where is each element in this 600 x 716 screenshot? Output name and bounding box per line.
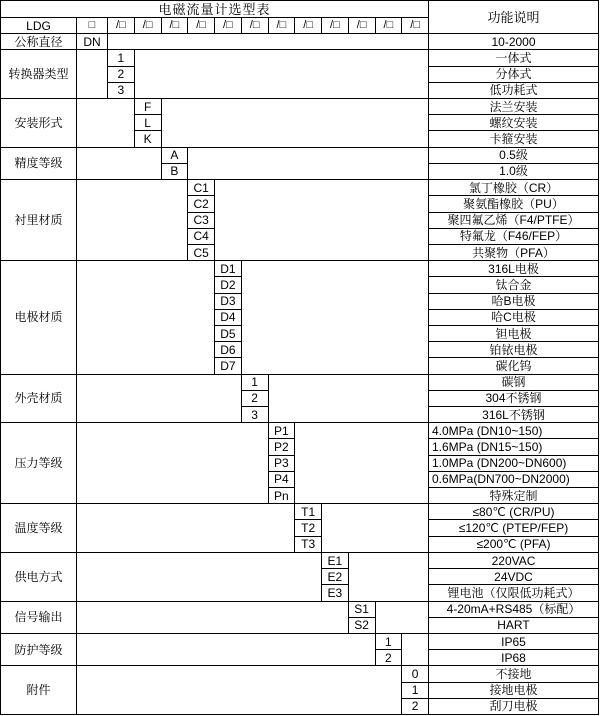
option-desc-signal-output-S1: 4-20mA+RS485（标配） — [429, 602, 599, 618]
option-desc-accessories-0: 不接地 — [429, 666, 599, 682]
option-desc-installation-type-K: 卡箍安装 — [429, 131, 599, 147]
spacer-cell — [77, 148, 162, 180]
spacer-cell — [349, 553, 429, 602]
option-code-lining-material-C3: C3 — [188, 213, 215, 229]
option-desc-protection-rating-2: IP68 — [429, 650, 599, 666]
option-desc-electrode-material-D6: 铂铱电极 — [429, 342, 599, 358]
option-desc-accessories-1: 接地电极 — [429, 683, 599, 699]
option-desc-power-supply-E1: 220VAC — [429, 553, 599, 569]
option-code-signal-output-S1: S1 — [349, 602, 376, 618]
option-code-lining-material-C1: C1 — [188, 180, 215, 196]
option-code-accuracy-grade-B: B — [162, 164, 189, 180]
option-desc-protection-rating-1: IP65 — [429, 634, 599, 650]
spacer-cell — [77, 504, 295, 553]
option-code-converter-type-3: 3 — [108, 83, 135, 99]
option-code-electrode-material-D7: D7 — [215, 358, 242, 374]
model-code-slot: /□ — [402, 18, 429, 34]
option-code-accessories-0: 0 — [402, 666, 429, 682]
option-code-accuracy-grade-A: A — [162, 148, 189, 164]
model-code-slot: /□ — [135, 18, 162, 34]
model-code-box: □ — [77, 18, 108, 34]
option-desc-temperature-rating-T2: ≤120℃ (PTEP/FEP) — [429, 520, 599, 536]
option-desc-accessories-2: 刮刀电极 — [429, 699, 599, 715]
model-code-slot: /□ — [269, 18, 296, 34]
option-code-pressure-rating-P3: P3 — [269, 456, 296, 472]
group-label-signal-output: 信号输出 — [1, 602, 77, 634]
group-label-power-supply: 供电方式 — [1, 553, 77, 602]
option-code-temperature-rating-T2: T2 — [295, 520, 322, 536]
option-code-power-supply-E2: E2 — [322, 569, 349, 585]
option-code-electrode-material-D3: D3 — [215, 294, 242, 310]
spacer-cell — [188, 148, 429, 180]
model-code-slot: /□ — [295, 18, 322, 34]
model-code-slot: /□ — [215, 18, 242, 34]
group-label-accessories: 附件 — [1, 666, 77, 715]
group-label-temperature-rating: 温度等级 — [1, 504, 77, 553]
spacer-cell — [376, 602, 430, 634]
spacer-cell — [215, 180, 429, 261]
option-code-lining-material-C5: C5 — [188, 245, 215, 261]
option-code-temperature-rating-T3: T3 — [295, 537, 322, 553]
option-desc-installation-type-F: 法兰安装 — [429, 99, 599, 115]
spacer-cell — [269, 375, 430, 424]
option-code-electrode-material-D2: D2 — [215, 277, 242, 293]
option-code-installation-type-K: K — [135, 131, 162, 147]
spacer-cell — [77, 602, 349, 634]
spacer-cell — [77, 375, 242, 424]
dn-desc: 10-2000 — [429, 34, 599, 50]
spacer-cell — [77, 261, 215, 374]
table-title: 电磁流量计选型表 — [1, 1, 429, 18]
option-desc-pressure-rating-P3: 1.0MPa (DN200~DN600) — [429, 456, 599, 472]
option-code-converter-type-1: 1 — [108, 50, 135, 66]
model-code-slot: /□ — [242, 18, 269, 34]
option-desc-lining-material-C2: 聚氨酯橡胶（PU） — [429, 196, 599, 212]
option-code-power-supply-E1: E1 — [322, 553, 349, 569]
option-code-protection-rating-1: 1 — [376, 634, 403, 650]
model-code-slot: /□ — [188, 18, 215, 34]
option-desc-electrode-material-D2: 钛合金 — [429, 277, 599, 293]
option-desc-housing-material-2: 304不锈钢 — [429, 391, 599, 407]
option-code-pressure-rating-P4: P4 — [269, 472, 296, 488]
option-desc-temperature-rating-T1: ≤80℃ (CR/PU) — [429, 504, 599, 520]
option-code-lining-material-C2: C2 — [188, 196, 215, 212]
option-desc-lining-material-C3: 聚四氟乙烯（F4/PTFE） — [429, 213, 599, 229]
spacer-cell — [295, 423, 429, 504]
function-column-header: 功能说明 — [429, 1, 599, 34]
option-code-installation-type-F: F — [135, 99, 162, 115]
spacer-cell — [77, 634, 376, 666]
option-desc-temperature-rating-T3: ≤200℃ (PFA) — [429, 537, 599, 553]
option-code-signal-output-S2: S2 — [349, 618, 376, 634]
model-code-slot: /□ — [162, 18, 189, 34]
option-code-pressure-rating-P2: P2 — [269, 439, 296, 455]
group-label-lining-material: 衬里材质 — [1, 180, 77, 261]
option-desc-installation-type-L: 螺纹安装 — [429, 115, 599, 131]
group-label-pressure-rating: 压力等级 — [1, 423, 77, 504]
option-desc-accuracy-grade-A: 0.5级 — [429, 148, 599, 164]
option-desc-housing-material-3: 316L不锈钢 — [429, 407, 599, 423]
model-code-slot: /□ — [349, 18, 376, 34]
spacer-cell — [77, 180, 188, 261]
option-desc-electrode-material-D1: 316L电极 — [429, 261, 599, 277]
option-code-housing-material-3: 3 — [242, 407, 269, 423]
option-code-power-supply-E3: E3 — [322, 585, 349, 601]
model-code-slot: /□ — [376, 18, 403, 34]
option-code-installation-type-L: L — [135, 115, 162, 131]
group-label-protection-rating: 防护等级 — [1, 634, 77, 666]
option-code-housing-material-2: 2 — [242, 391, 269, 407]
group-label-housing-material: 外壳材质 — [1, 375, 77, 424]
model-code-slot: /□ — [108, 18, 135, 34]
group-label-converter-type: 转换器类型 — [1, 50, 77, 99]
option-desc-converter-type-1: 一体式 — [429, 50, 599, 66]
option-desc-electrode-material-D3: 哈B电极 — [429, 294, 599, 310]
option-desc-lining-material-C4: 特氟龙（F46/FEP） — [429, 229, 599, 245]
option-code-lining-material-C4: C4 — [188, 229, 215, 245]
dn-row-label: 公称直径 — [1, 34, 77, 50]
spacer-cell — [322, 504, 429, 553]
dn-code: DN — [77, 34, 108, 50]
spacer-cell — [108, 34, 429, 50]
option-code-housing-material-1: 1 — [242, 375, 269, 391]
option-code-pressure-rating-Pn: Pn — [269, 488, 296, 504]
spacer-cell — [135, 50, 429, 99]
spacer-cell — [162, 99, 430, 148]
option-code-temperature-rating-T1: T1 — [295, 504, 322, 520]
option-code-converter-type-2: 2 — [108, 67, 135, 83]
option-desc-electrode-material-D7: 碳化钨 — [429, 358, 599, 374]
spacer-cell — [77, 50, 108, 99]
option-desc-pressure-rating-Pn: 特殊定制 — [429, 488, 599, 504]
option-desc-electrode-material-D5: 钽电极 — [429, 326, 599, 342]
group-label-electrode-material: 电极材质 — [1, 261, 77, 374]
option-desc-pressure-rating-P2: 1.6MPa (DN15~150) — [429, 439, 599, 455]
option-code-accessories-1: 1 — [402, 683, 429, 699]
option-desc-converter-type-2: 分体式 — [429, 67, 599, 83]
option-code-electrode-material-D6: D6 — [215, 342, 242, 358]
option-desc-accuracy-grade-B: 1.0级 — [429, 164, 599, 180]
option-code-electrode-material-D5: D5 — [215, 326, 242, 342]
option-desc-pressure-rating-P4: 0.6MPa(DN700~DN2000) — [429, 472, 599, 488]
option-desc-lining-material-C1: 氯丁橡胶（CR） — [429, 180, 599, 196]
spacer-cell — [77, 553, 322, 602]
group-label-accuracy-grade: 精度等级 — [1, 148, 77, 180]
option-desc-signal-output-S2: HART — [429, 618, 599, 634]
spacer-cell — [77, 99, 135, 148]
option-desc-pressure-rating-P1: 4.0MPa (DN10~150) — [429, 423, 599, 439]
option-code-electrode-material-D4: D4 — [215, 310, 242, 326]
option-desc-electrode-material-D4: 哈C电极 — [429, 310, 599, 326]
spacer-cell — [77, 666, 402, 715]
spacer-cell — [77, 423, 269, 504]
option-code-protection-rating-2: 2 — [376, 650, 403, 666]
option-code-accessories-2: 2 — [402, 699, 429, 715]
option-desc-power-supply-E3: 锂电池（仅限低功耗式） — [429, 585, 599, 601]
group-label-installation-type: 安装形式 — [1, 99, 77, 148]
option-desc-power-supply-E2: 24VDC — [429, 569, 599, 585]
option-code-pressure-rating-P1: P1 — [269, 423, 296, 439]
model-prefix-label: LDG — [1, 18, 77, 34]
spacer-cell — [402, 634, 429, 666]
spacer-cell — [242, 261, 429, 374]
option-desc-lining-material-C5: 共聚物（PFA） — [429, 245, 599, 261]
option-code-electrode-material-D1: D1 — [215, 261, 242, 277]
option-desc-housing-material-1: 碳钢 — [429, 375, 599, 391]
model-code-slot: /□ — [322, 18, 349, 34]
option-desc-converter-type-3: 低功耗式 — [429, 83, 599, 99]
